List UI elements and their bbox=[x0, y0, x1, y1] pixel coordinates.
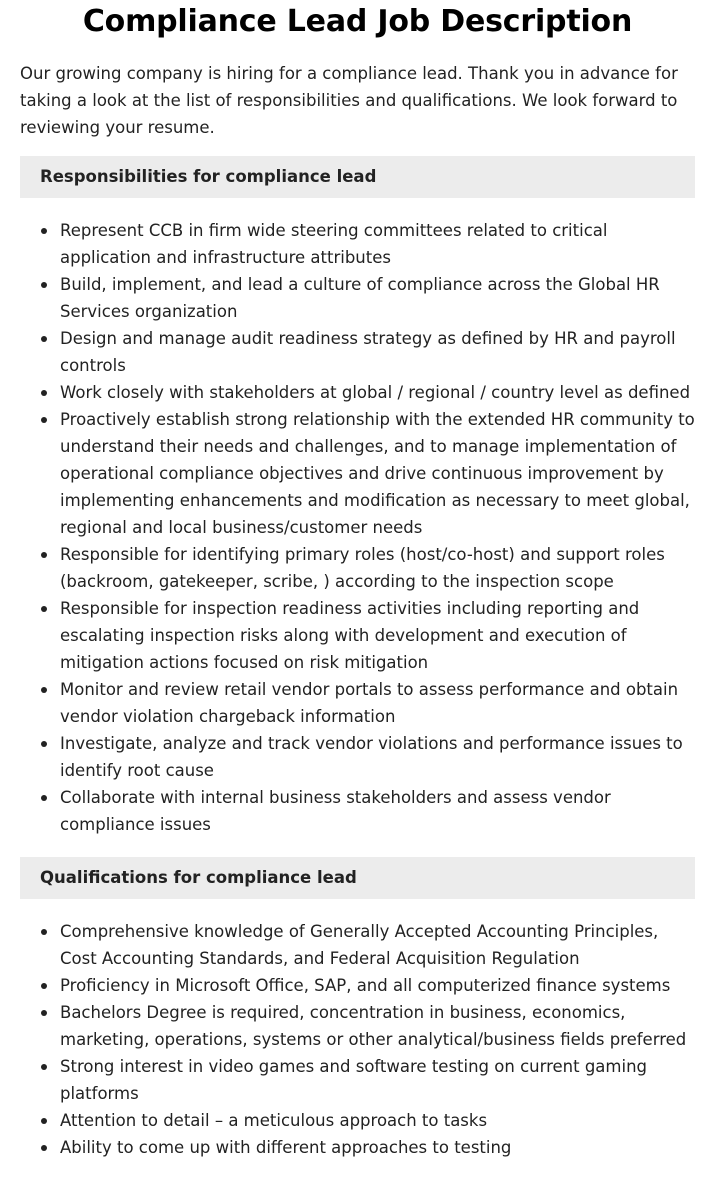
bullet-icon bbox=[41, 929, 47, 935]
list-item bbox=[20, 972, 700, 999]
list-item bbox=[20, 784, 700, 838]
bullet-icon bbox=[41, 228, 47, 234]
list-item bbox=[20, 1107, 700, 1134]
list-item bbox=[20, 379, 700, 406]
list-item bbox=[20, 918, 700, 972]
list-item bbox=[20, 676, 700, 730]
list-item-text: Responsible for inspection readiness activities including reporting and escalating inspection risks along with development and execution of mitigation actions focused on risk mitigation bbox=[60, 599, 640, 672]
bullet-icon bbox=[41, 552, 47, 558]
responsibilities-list bbox=[20, 217, 700, 838]
bullet-icon bbox=[41, 687, 47, 693]
list-item bbox=[20, 325, 700, 379]
list-item bbox=[20, 999, 700, 1053]
list-item bbox=[20, 541, 700, 595]
list-item-text: Monitor and review retail vendor portals to assess performance and obtain vendor violation chargeback information bbox=[60, 680, 679, 726]
list-item-text: Work closely with stakeholders at global / regional / country level as defined bbox=[60, 383, 691, 402]
qualifications-list bbox=[20, 918, 700, 1161]
list-item-text: Comprehensive knowledge of Generally Accepted Accounting Principles, Cost Accounting Standards, and Federal Acquisition Regulation bbox=[60, 922, 659, 968]
list-item-text: Strong interest in video games and software testing on current gaming platforms bbox=[60, 1057, 648, 1103]
bullet-icon bbox=[41, 983, 47, 989]
list-item-text: Investigate, analyze and track vendor violations and performance issues to identify root cause bbox=[60, 734, 683, 780]
list-item-text: Ability to come up with different approaches to testing bbox=[60, 1138, 512, 1157]
list-item bbox=[20, 1134, 700, 1161]
bullet-icon bbox=[41, 1064, 47, 1070]
list-item bbox=[20, 271, 700, 325]
list-item bbox=[20, 595, 700, 676]
list-item-text: Represent CCB in firm wide steering committees related to critical application and infrastructure attributes bbox=[60, 221, 608, 267]
list-item-text: Proactively establish strong relationship with the extended HR community to understand their needs and challenges, and to manage implementation of operational compliance objectives and drive continuous improvement by implementing enhancements and modification as necessary to meet global, regional and local business/customer needs bbox=[60, 410, 695, 537]
list-item-text: Design and manage audit readiness strategy as defined by HR and payroll controls bbox=[60, 329, 676, 375]
list-item bbox=[20, 217, 700, 271]
page-title: Compliance Lead Job Description bbox=[82, 4, 633, 39]
bullet-icon bbox=[41, 606, 47, 612]
bullet-icon bbox=[41, 1118, 47, 1124]
bullet-icon bbox=[41, 390, 47, 396]
list-item-text: Responsible for identifying primary roles (host/co-host) and support roles (backroom, gatekeeper, scribe, ) according to the inspection scope bbox=[60, 545, 665, 591]
bullet-icon bbox=[41, 1010, 47, 1016]
qualifications-heading: Qualifications for compliance lead bbox=[20, 857, 695, 899]
list-item-text: Bachelors Degree is required, concentration in business, economics, marketing, operations, systems or other analytical/business fields preferred bbox=[60, 1003, 687, 1049]
bullet-icon bbox=[41, 1145, 47, 1151]
bullet-icon bbox=[41, 336, 47, 342]
list-item bbox=[20, 730, 700, 784]
bullet-icon bbox=[41, 417, 47, 423]
bullet-icon bbox=[41, 282, 47, 288]
list-item-text: Build, implement, and lead a culture of compliance across the Global HR Services organization bbox=[60, 275, 660, 321]
list-item-text: Collaborate with internal business stakeholders and assess vendor compliance issues bbox=[60, 788, 611, 834]
list-item bbox=[20, 1053, 700, 1107]
responsibilities-heading: Responsibilities for compliance lead bbox=[20, 156, 695, 198]
bullet-icon bbox=[41, 795, 47, 801]
list-item-text: Attention to detail – a meticulous approach to tasks bbox=[60, 1111, 488, 1130]
intro-paragraph: Our growing company is hiring for a compliance lead. Thank you in advance for taking a look at the list of responsibilities and qualifications. We look forward to reviewing your resume. bbox=[20, 64, 678, 137]
list-item-text: Proficiency in Microsoft Office, SAP, and all computerized finance systems bbox=[60, 976, 671, 995]
bullet-icon bbox=[41, 741, 47, 747]
list-item bbox=[20, 406, 700, 541]
